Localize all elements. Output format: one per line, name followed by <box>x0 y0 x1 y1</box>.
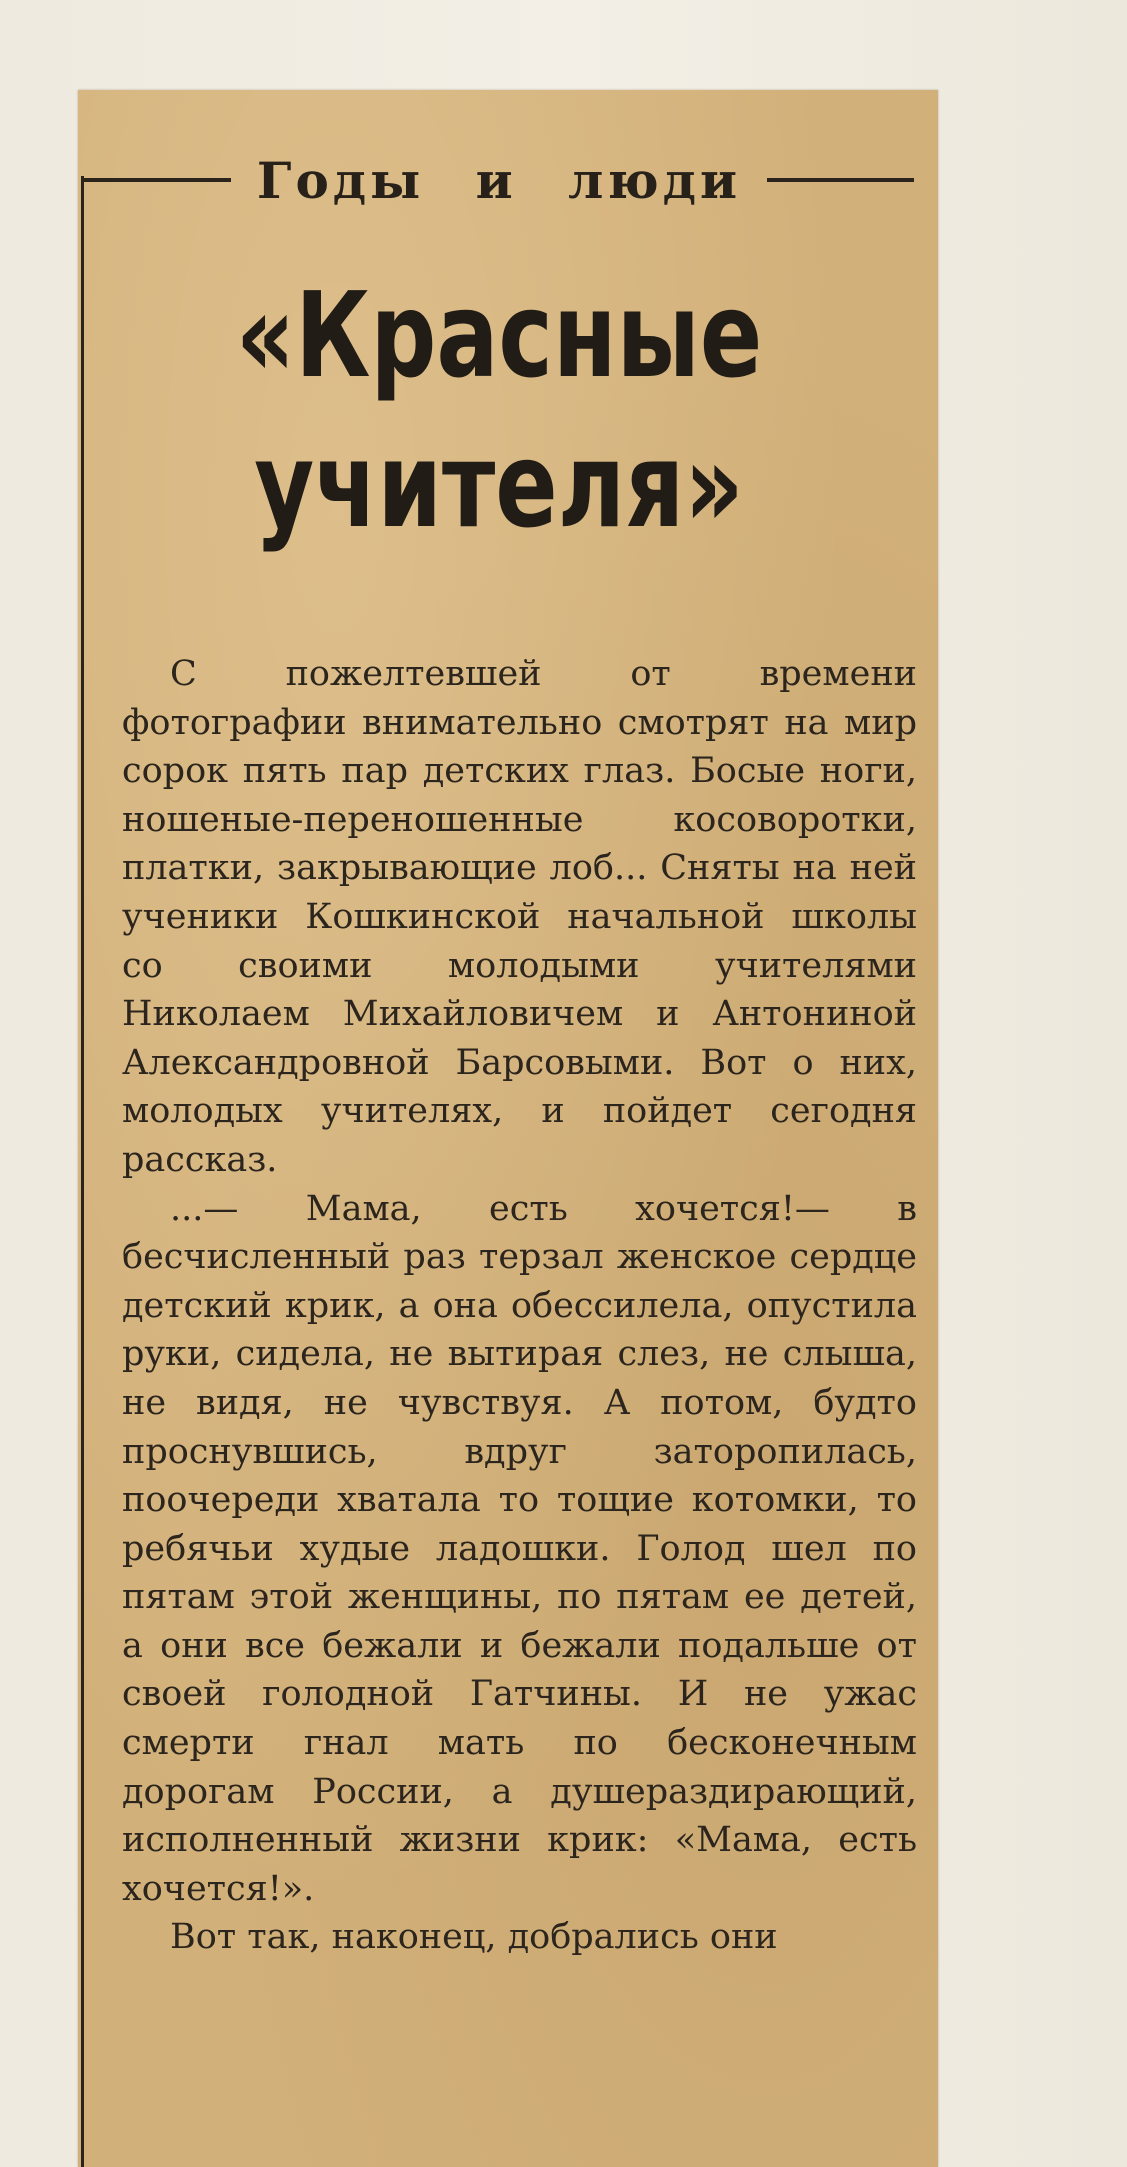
headline-line: учителя» <box>254 416 744 554</box>
article-paragraph: ...— Мама, есть хочется!— в бесчисленный раз терзал женское сердце детский крик, а она обессилела, опустила руки, сидела, не вытирая слез, не слыша, не видя, не чувствуя. А потом, будто проснувшись, вдруг заторопилась, поочереди хватала то тощие котомки, то ребячьи худые ладошки. Голод шел по пятам этой женщины, по пятам ее детей, а они все бежали и бежали подальше от своей голодной Гатчины. И не ужас смерти гнал мать по бесконечным дорогам России, а душераздирающий, исполненный жизни крик: «Мама, есть хочется!». <box>122 1188 917 1909</box>
article-paragraph: С пожелтевшей от времени фотографии внимательно смотрят на мир сорок пять пар детских глаз. Босые ноги, ношеные-переношенные косоворотки, платки, закрывающие лоб... Сняты на ней ученики Кошкинской начальной школы со своими молодыми учителями Николаем Михайловичем и Антониной Александровной Барсовыми. Вот о них, молодых учителях, и пойдет сегодня рассказ. <box>122 654 917 1180</box>
headline <box>175 260 822 560</box>
rubric-rule-right <box>767 178 914 182</box>
column-rule <box>81 176 84 2167</box>
article-paragraph: Вот так, наконец, добрались они <box>170 1917 778 1958</box>
article-body <box>122 650 917 1962</box>
headline-line: «Красные <box>235 266 763 404</box>
rubric-header <box>84 145 914 215</box>
rubric-rule-left <box>84 178 231 182</box>
rubric-title: Годы и люди <box>256 150 742 210</box>
